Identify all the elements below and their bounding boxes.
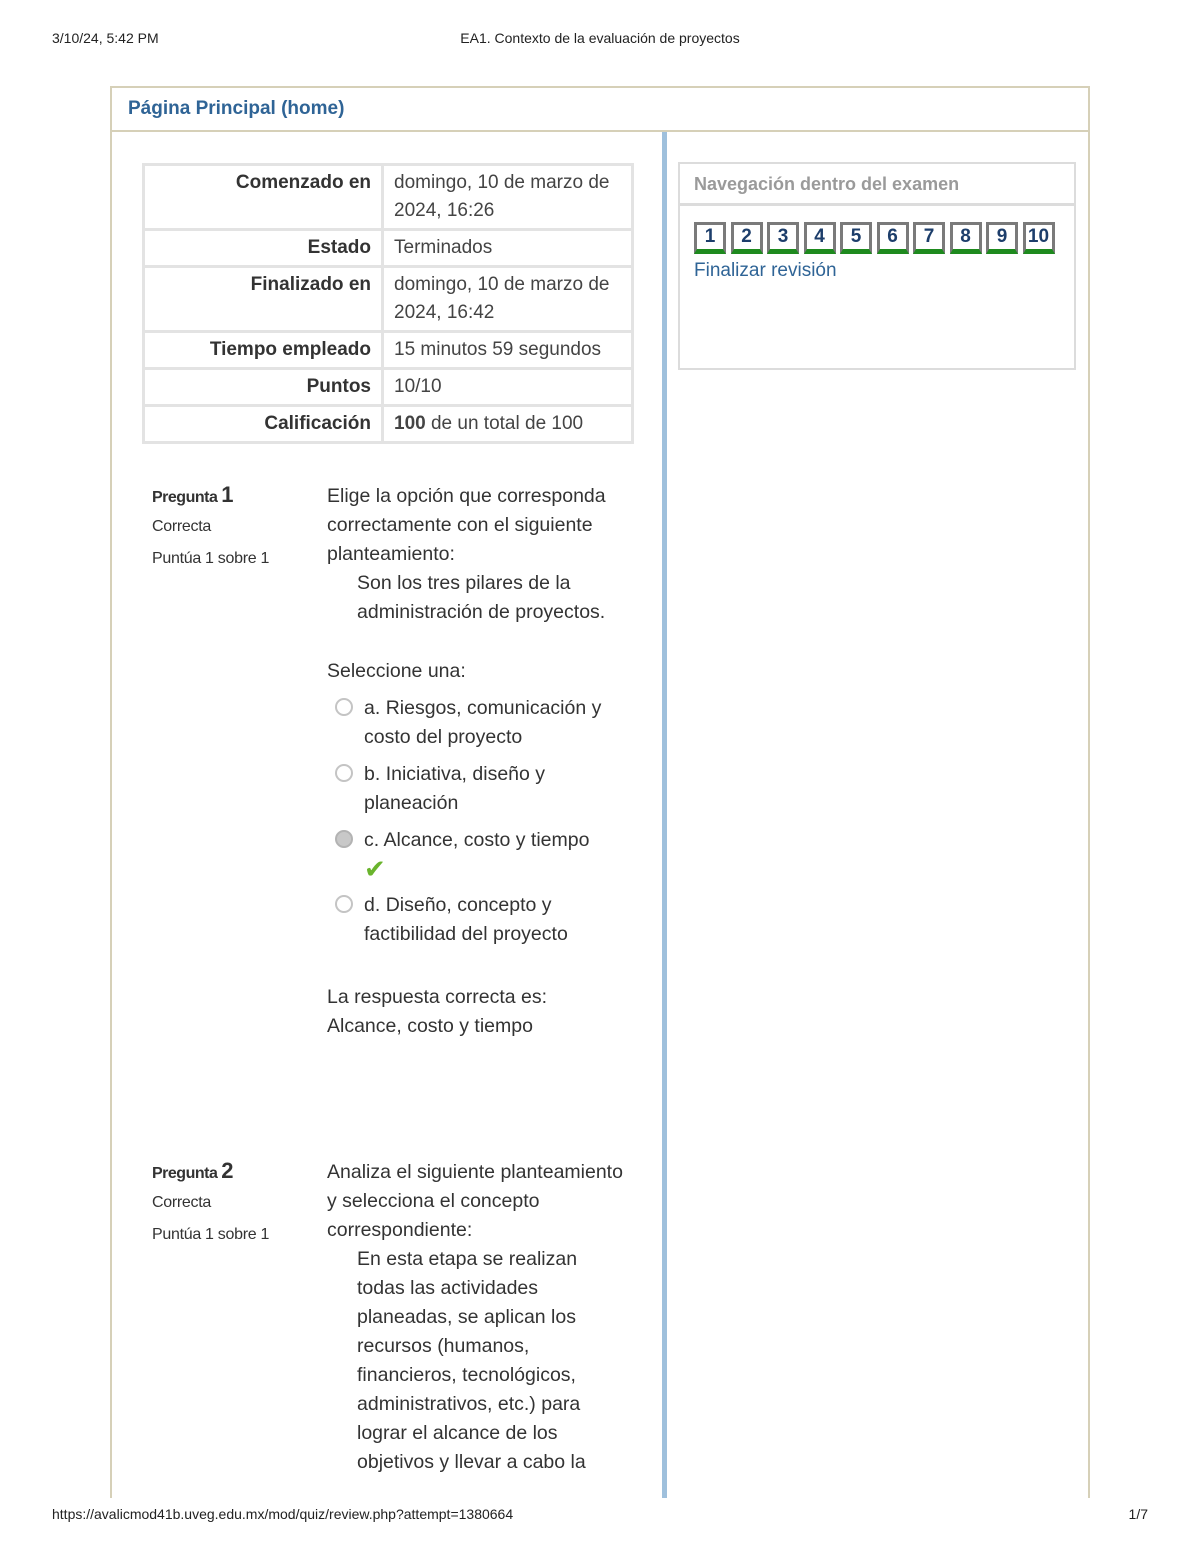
summary-value: 10/10 xyxy=(383,369,633,406)
summary-row xyxy=(144,165,633,230)
summary-label: Calificación xyxy=(144,406,383,443)
home-link[interactable]: Página Principal (home) xyxy=(128,98,345,119)
quiz-navigation-block xyxy=(678,162,1076,370)
correct-answer-text: Alcance, costo y tiempo xyxy=(327,1015,533,1037)
question-stem: En esta etapa se realizan todas las actividades planeadas, se aplican los recursos (humanos, financieros, tecnológicos, administrativos, etc.) para lograr el alcance de los objetivos y llevar a cabo la xyxy=(357,1248,586,1473)
summary-label: Puntos xyxy=(144,369,383,406)
answer-option-c[interactable] xyxy=(327,826,627,883)
question-stem: Son los tres pilares de la administración de proyectos. xyxy=(357,572,606,623)
question-nav-button-4[interactable]: 4 xyxy=(804,222,836,254)
question-number-value: 1 xyxy=(221,482,234,507)
option-letter: c. xyxy=(364,829,380,851)
correct-check-icon: ✔ xyxy=(364,854,386,884)
finish-review-link[interactable]: Finalizar revisión xyxy=(694,260,837,281)
summary-label: Tiempo empleado xyxy=(144,332,383,369)
print-datetime: 3/10/24, 5:42 PM xyxy=(52,30,159,46)
radio-button-selected[interactable] xyxy=(335,830,353,848)
question-status: Correcta xyxy=(152,1194,211,1211)
radio-button[interactable] xyxy=(335,895,353,913)
question-nav-button-2[interactable]: 2 xyxy=(731,222,763,254)
question-status: Correcta xyxy=(152,518,211,535)
print-header xyxy=(0,30,1200,50)
page-frame xyxy=(110,86,1090,1498)
question-info xyxy=(152,1158,302,1244)
question-number xyxy=(152,1158,302,1184)
option-letter: a. xyxy=(364,697,381,719)
question-prompt: Analiza el siguiente planteamiento y selecciona el concepto correspondiente: xyxy=(327,1161,623,1241)
option-text: Iniciativa, diseño y planeación xyxy=(364,763,546,814)
option-letter: b. xyxy=(364,763,381,785)
option-text: Diseño, concepto y factibilidad del proyecto xyxy=(364,894,568,945)
question-number xyxy=(152,482,302,508)
radio-button[interactable] xyxy=(335,764,353,782)
option-letter: d. xyxy=(364,894,381,916)
summary-value: domingo, 10 de marzo de 2024, 16:42 xyxy=(383,267,633,332)
print-page-number: 1/7 xyxy=(1128,1506,1148,1522)
print-url: https://avalicmod41b.uveg.edu.mx/mod/quiz/review.php?attempt=1380664 xyxy=(52,1506,514,1522)
summary-value: domingo, 10 de marzo de 2024, 16:26 xyxy=(383,165,633,230)
summary-value xyxy=(383,406,633,443)
quiz-navigation-title: Navegación dentro del examen xyxy=(680,164,1074,206)
question-label: Pregunta xyxy=(152,489,218,506)
breadcrumb-bar xyxy=(112,88,1088,132)
option-text: Riesgos, comunicación y costo del proyecto xyxy=(364,697,602,748)
question-nav-button-7[interactable]: 7 xyxy=(913,222,945,254)
question-nav-button-8[interactable]: 8 xyxy=(950,222,982,254)
summary-value: Terminados xyxy=(383,230,633,267)
question-nav-button-3[interactable]: 3 xyxy=(767,222,799,254)
question-buttons xyxy=(680,206,1074,262)
summary-label: Estado xyxy=(144,230,383,267)
question-label: Pregunta xyxy=(152,1165,218,1182)
question-nav-button-9[interactable]: 9 xyxy=(986,222,1018,254)
correct-answer-label: La respuesta correcta es: xyxy=(327,986,548,1008)
summary-label: Finalizado en xyxy=(144,267,383,332)
radio-button[interactable] xyxy=(335,698,353,716)
question-nav-button-6[interactable]: 6 xyxy=(877,222,909,254)
summary-row xyxy=(144,267,633,332)
question-nav-button-5[interactable]: 5 xyxy=(840,222,872,254)
question-score: Puntúa 1 sobre 1 xyxy=(152,1226,270,1243)
question-prompt: Elige la opción que corresponda correctamente con el siguiente planteamiento: xyxy=(327,485,606,565)
answer-option-d[interactable] xyxy=(327,891,627,949)
question-nav-button-10[interactable]: 10 xyxy=(1023,222,1055,254)
summary-label: Comenzado en xyxy=(144,165,383,230)
grade-suffix: de un total de 100 xyxy=(425,413,584,434)
attempt-summary-table xyxy=(142,163,634,444)
column-divider xyxy=(662,132,667,1498)
question-content xyxy=(327,482,627,1041)
summary-row xyxy=(144,369,633,406)
print-title: EA1. Contexto de la evaluación de proyectos xyxy=(460,30,740,46)
question-nav-button-1[interactable]: 1 xyxy=(694,222,726,254)
option-text: Alcance, costo y tiempo xyxy=(383,829,590,851)
print-footer xyxy=(0,1506,1200,1526)
summary-row-grade xyxy=(144,406,633,443)
question-number-value: 2 xyxy=(221,1158,234,1183)
summary-value: 15 minutos 59 segundos xyxy=(383,332,633,369)
question-score: Puntúa 1 sobre 1 xyxy=(152,550,270,567)
answer-option-b[interactable] xyxy=(327,760,627,818)
grade-value: 100 xyxy=(394,413,426,434)
select-one-label: Seleccione una: xyxy=(327,660,466,682)
question-content xyxy=(327,1158,627,1477)
summary-row xyxy=(144,230,633,267)
summary-row xyxy=(144,332,633,369)
answer-option-a[interactable] xyxy=(327,694,627,752)
question-info xyxy=(152,482,302,568)
